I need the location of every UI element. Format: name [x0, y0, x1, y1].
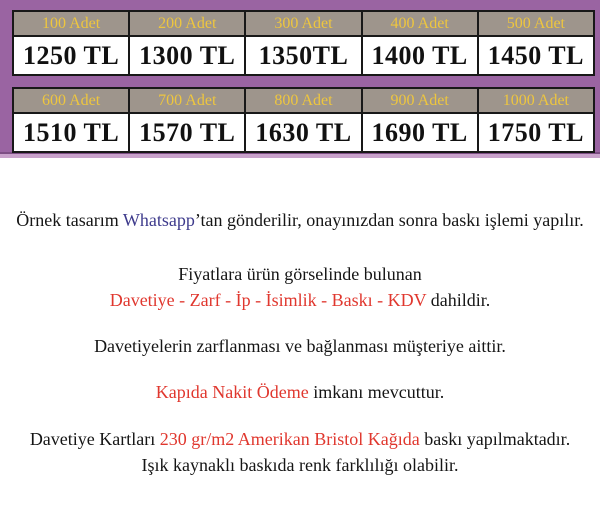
price-cell: 1510 TL: [13, 113, 129, 152]
qty-header-row: [13, 88, 594, 113]
design-note-pre-text: Örnek tasarım: [16, 210, 123, 230]
note-price-includes-line2: [0, 287, 600, 313]
price-table-bottom: [12, 87, 595, 153]
cash-on-delivery-post-text: imkanı mevcuttur.: [308, 382, 445, 402]
price-cell: 1450 TL: [478, 36, 594, 75]
price-cell: 1690 TL: [362, 113, 478, 152]
price-cell: 1300 TL: [129, 36, 245, 75]
qty-header-row: [13, 11, 594, 36]
note-price-includes-line1: Fiyatlara ürün görselinde bulunan: [178, 264, 422, 284]
qty-header-cell: 600 Adet: [13, 88, 129, 113]
qty-header-cell: 700 Adet: [129, 88, 245, 113]
qty-header-cell: 200 Adet: [129, 11, 245, 36]
note-paper-spec: [0, 426, 600, 452]
design-note-post-text: ’tan gönderilir, onayınızdan sonra baskı işlemi yapılır.: [194, 210, 584, 230]
qty-header-cell: 300 Adet: [245, 11, 361, 36]
paper-spec-red-text: 230 gr/m2 Amerikan Bristol Kağıda: [159, 429, 420, 449]
cash-on-delivery-red-text: Kapıda Nakit Ödeme: [155, 382, 309, 402]
price-row: [13, 36, 594, 75]
qty-header-cell: 100 Adet: [13, 11, 129, 36]
price-cell: 1630 TL: [245, 113, 361, 152]
qty-header-cell: 800 Adet: [245, 88, 361, 113]
qty-header-cell: 1000 Adet: [478, 88, 594, 113]
included-items-post-text: dahildir.: [426, 290, 491, 310]
note-cash-on-delivery: [0, 379, 600, 405]
note-envelope-responsibility: Davetiyelerin zarflanması ve bağlanması müşteriye aittir.: [94, 336, 506, 356]
price-row: [13, 113, 594, 152]
price-cell: 1570 TL: [129, 113, 245, 152]
price-cell: 1350TL: [245, 36, 361, 75]
price-cell: 1250 TL: [13, 36, 129, 75]
price-table-top: [12, 10, 595, 76]
note-color-disclaimer: Işık kaynaklı baskıda renk farklılığı olabilir.: [141, 455, 459, 475]
notes-section: [0, 158, 600, 478]
paper-note-pre-text: Davetiye Kartları: [29, 429, 160, 449]
price-cell: 1750 TL: [478, 113, 594, 152]
included-items-red-text: Davetiye - Zarf - İp - İsimlik - Baskı - KDV: [109, 290, 427, 310]
qty-header-cell: 400 Adet: [362, 11, 478, 36]
paper-note-post-text: baskı yapılmaktadır.: [419, 429, 571, 449]
qty-header-cell: 500 Adet: [478, 11, 594, 36]
price-cell: 1400 TL: [362, 36, 478, 75]
note-design-approval: [0, 207, 600, 233]
pricing-panel: [0, 0, 600, 154]
whatsapp-brand-text: Whatsapp: [122, 210, 195, 230]
qty-header-cell: 900 Adet: [362, 88, 478, 113]
